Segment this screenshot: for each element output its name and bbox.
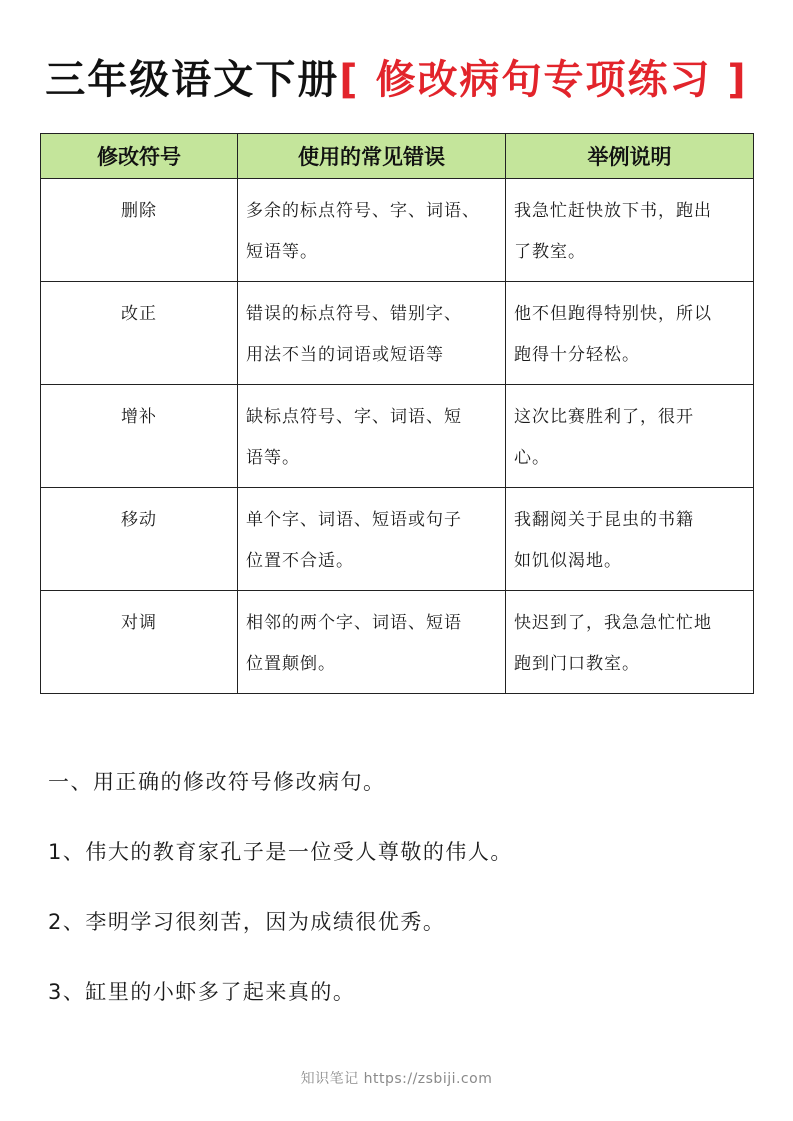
symbol-cell: 移动 — [41, 488, 238, 591]
example-cell — [506, 591, 754, 694]
table-row — [41, 179, 754, 282]
title-topic: [ 修改病句专项练习 ] — [339, 57, 748, 103]
exercise-item: 3、缸里的小虾多了起来真的。 — [48, 980, 356, 1004]
table-row — [41, 282, 754, 385]
errors-line: 错误的标点符号、错别字、 — [246, 304, 462, 324]
table-row — [41, 488, 754, 591]
example-line: 如饥似渴地。 — [514, 551, 622, 571]
errors-line: 缺标点符号、字、词语、短 — [246, 407, 462, 427]
example-line: 跑到门口教室。 — [514, 654, 640, 674]
errors-line: 多余的标点符号、字、词语、 — [246, 201, 480, 221]
example-line: 快迟到了，我急急忙忙地 — [514, 613, 712, 633]
errors-cell — [238, 488, 506, 591]
errors-cell — [238, 179, 506, 282]
errors-line: 位置颠倒。 — [246, 654, 336, 674]
errors-cell — [238, 385, 506, 488]
exercise-section — [48, 762, 768, 1042]
example-cell — [506, 282, 754, 385]
errors-line: 位置不合适。 — [246, 551, 354, 571]
table-row — [41, 591, 754, 694]
example-line: 我翻阅关于昆虫的书籍 — [514, 510, 694, 530]
symbol-cell: 增补 — [41, 385, 238, 488]
example-line: 这次比赛胜利了，很开 — [514, 407, 694, 427]
example-line: 跑得十分轻松。 — [514, 345, 640, 365]
exercise-item: 2、李明学习很刻苦，因为成绩很优秀。 — [48, 910, 446, 934]
example-cell — [506, 385, 754, 488]
footer-watermark: 知识笔记 https://zsbiji.com — [300, 1071, 493, 1087]
table-header-row — [41, 134, 754, 179]
example-line: 他不但跑得特别快，所以 — [514, 304, 712, 324]
page-title — [0, 52, 793, 108]
example-line: 了教室。 — [514, 242, 586, 262]
errors-line: 语等。 — [246, 448, 300, 468]
example-cell — [506, 179, 754, 282]
symbol-cell: 删除 — [41, 179, 238, 282]
errors-line: 用法不当的词语或短语等 — [246, 345, 444, 365]
errors-line: 单个字、词语、短语或句子 — [246, 510, 462, 530]
header-example: 举例说明 — [506, 134, 754, 179]
table-row — [41, 385, 754, 488]
errors-line: 短语等。 — [246, 242, 318, 262]
symbol-cell: 改正 — [41, 282, 238, 385]
correction-symbols-table — [40, 133, 754, 694]
header-errors: 使用的常见错误 — [238, 134, 506, 179]
example-line: 心。 — [514, 448, 550, 468]
example-cell — [506, 488, 754, 591]
errors-line: 相邻的两个字、词语、短语 — [246, 613, 462, 633]
title-main: 三年级语文下册 — [45, 57, 340, 103]
errors-cell — [238, 591, 506, 694]
exercise-heading: 一、用正确的修改符号修改病句。 — [48, 770, 386, 794]
symbol-cell: 对调 — [41, 591, 238, 694]
errors-cell — [238, 282, 506, 385]
example-line: 我急忙赶快放下书，跑出 — [514, 201, 712, 221]
header-symbol: 修改符号 — [41, 134, 238, 179]
exercise-item: 1、伟大的教育家孔子是一位受人尊敬的伟人。 — [48, 840, 513, 864]
